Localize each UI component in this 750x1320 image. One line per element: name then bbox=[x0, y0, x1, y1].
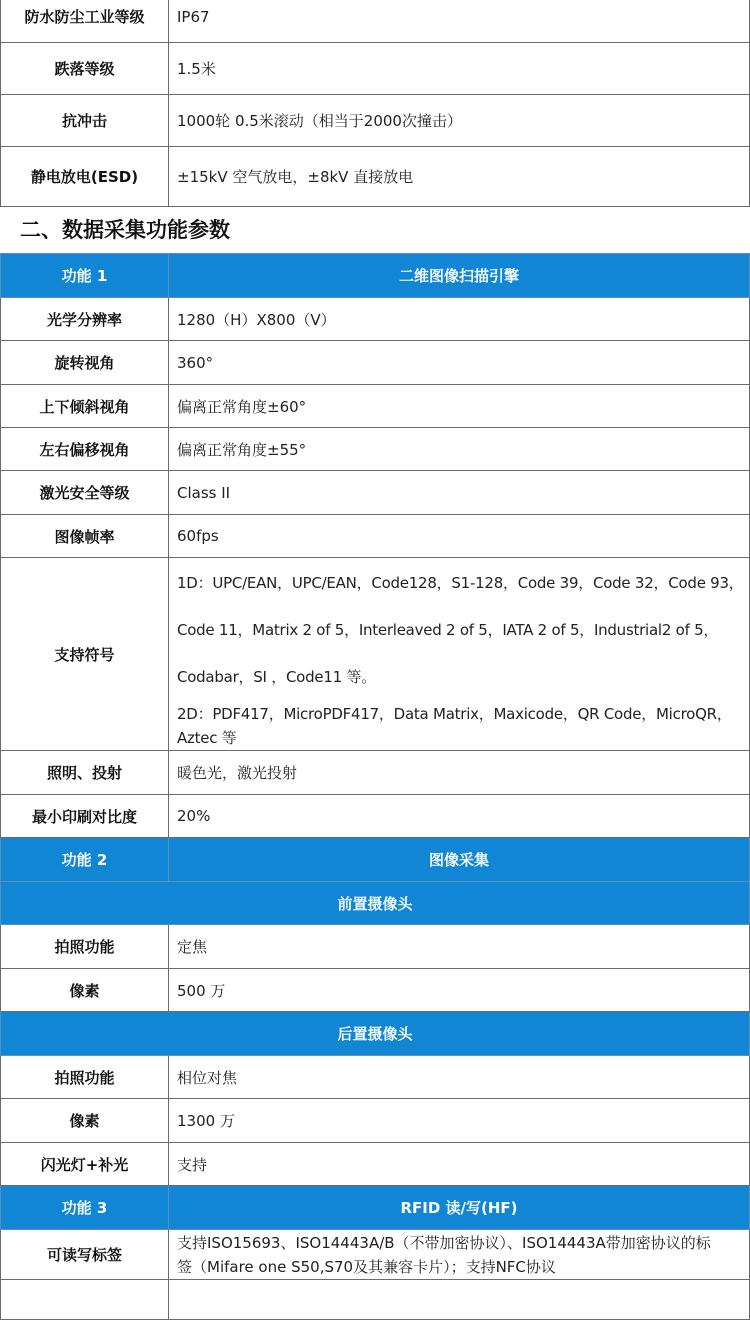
row-label: 拍照功能 bbox=[1, 1056, 169, 1099]
row-value: 1280（H）X800（V） bbox=[169, 298, 750, 341]
table-row bbox=[1, 298, 750, 341]
function-1-title: 二维图像扫描引擎 bbox=[169, 254, 750, 298]
row-value: 定焦 bbox=[169, 925, 750, 969]
data-collection-spec-table bbox=[0, 253, 750, 1320]
function-3-title: RFID 读/写(HF) bbox=[169, 1186, 750, 1230]
row-label: 像素 bbox=[1, 969, 169, 1012]
symbology-2d-line: 2D：PDF417，MicroPDF417，Data Matrix，Maxicode，QR Code，MicroQR， bbox=[177, 705, 732, 723]
front-camera-title: 前置摄像头 bbox=[1, 882, 750, 925]
row-label: 旋转视角 bbox=[1, 341, 169, 385]
function-1-header bbox=[1, 254, 750, 298]
table-row bbox=[1, 1056, 750, 1099]
row-value: Class II bbox=[169, 471, 750, 515]
row-label: 跌落等级 bbox=[1, 43, 169, 95]
symbology-2d-block bbox=[177, 702, 743, 750]
function-2-title: 图像采集 bbox=[169, 838, 750, 882]
row-label: 最小印刷对比度 bbox=[1, 795, 169, 838]
row-label: 激光安全等级 bbox=[1, 471, 169, 515]
row-label: 拍照功能 bbox=[1, 925, 169, 969]
table-row bbox=[1, 1143, 750, 1186]
function-3-label: 功能 3 bbox=[1, 1186, 169, 1230]
row-label: 可读写标签 bbox=[1, 1230, 169, 1280]
row-value bbox=[169, 1230, 750, 1280]
table-row bbox=[1, 795, 750, 838]
row-value bbox=[169, 1280, 750, 1320]
symbology-1d-line: 1D：UPC/EAN，UPC/EAN，Code128，S1-128，Code 39，Code 32，Code 93， bbox=[177, 574, 744, 592]
row-value: 1300 万 bbox=[169, 1099, 750, 1143]
row-value: 相位对焦 bbox=[169, 1056, 750, 1099]
table-row bbox=[1, 1099, 750, 1143]
row-value: 偏离正常角度±55° bbox=[169, 428, 750, 471]
table-row bbox=[1, 1280, 750, 1320]
row-value: ±15kV 空气放电，±8kV 直接放电 bbox=[169, 147, 750, 207]
row-label: 左右偏移视角 bbox=[1, 428, 169, 471]
row-value: 1.5米 bbox=[169, 43, 750, 95]
table-row bbox=[1, 428, 750, 471]
table-row bbox=[1, 751, 750, 795]
value-line: 支持ISO15693、ISO14443A/B（不带加密协议）、ISO14443A带加密协议的标 bbox=[177, 1233, 711, 1252]
symbologies-value bbox=[169, 558, 750, 751]
symbology-2d-line: Aztec 等 bbox=[177, 729, 237, 747]
row-value: 支持 bbox=[169, 1143, 750, 1186]
table-row bbox=[1, 0, 750, 43]
row-value: 360° bbox=[169, 341, 750, 385]
row-label: 静电放电(ESD) bbox=[1, 147, 169, 207]
environment-spec-table bbox=[0, 0, 750, 207]
row-value: 60fps bbox=[169, 515, 750, 558]
section-heading: 二、数据采集功能参数 bbox=[20, 218, 230, 242]
rear-camera-header bbox=[1, 1012, 750, 1056]
table-row bbox=[1, 43, 750, 95]
table-row bbox=[1, 147, 750, 207]
table-row bbox=[1, 925, 750, 969]
row-value: 暖色光，激光投射 bbox=[169, 751, 750, 795]
row-value: 1000轮 0.5米滚动（相当于2000次撞击） bbox=[169, 95, 750, 147]
row-label: 照明、投射 bbox=[1, 751, 169, 795]
value-line: 签（Mifare one S50,S70及其兼容卡片）；支持NFC协议 bbox=[177, 1257, 556, 1276]
table-row bbox=[1, 471, 750, 515]
table-row bbox=[1, 95, 750, 147]
row-value: 500 万 bbox=[169, 969, 750, 1012]
row-label: 支持符号 bbox=[1, 558, 169, 751]
table-row bbox=[1, 385, 750, 428]
row-label: 防水防尘工业等级 bbox=[1, 0, 169, 43]
function-3-header bbox=[1, 1186, 750, 1230]
row-label: 光学分辨率 bbox=[1, 298, 169, 341]
row-label: 像素 bbox=[1, 1099, 169, 1143]
row-label bbox=[1, 1280, 169, 1320]
row-label: 图像帧率 bbox=[1, 515, 169, 558]
function-2-header bbox=[1, 838, 750, 882]
rear-camera-title: 后置摄像头 bbox=[1, 1012, 750, 1056]
symbologies-row bbox=[1, 558, 750, 751]
table-row bbox=[1, 1230, 750, 1280]
table-row bbox=[1, 341, 750, 385]
row-label: 闪光灯+补光 bbox=[1, 1143, 169, 1186]
symbology-1d-line: Code 11，Matrix 2 of 5，Interleaved 2 of 5，IATA 2 of 5，Industrial2 of 5， bbox=[177, 621, 719, 639]
row-label: 上下倾斜视角 bbox=[1, 385, 169, 428]
row-value: IP67 bbox=[169, 0, 750, 43]
table-row bbox=[1, 515, 750, 558]
symbology-1d-line: Codabar，SI ，Code11 等。 bbox=[177, 668, 376, 686]
table-row bbox=[1, 969, 750, 1012]
row-value: 偏离正常角度±60° bbox=[169, 385, 750, 428]
function-1-label: 功能 1 bbox=[1, 254, 169, 298]
front-camera-header bbox=[1, 882, 750, 925]
function-2-label: 功能 2 bbox=[1, 838, 169, 882]
row-label: 抗冲击 bbox=[1, 95, 169, 147]
row-value: 20% bbox=[169, 795, 750, 838]
